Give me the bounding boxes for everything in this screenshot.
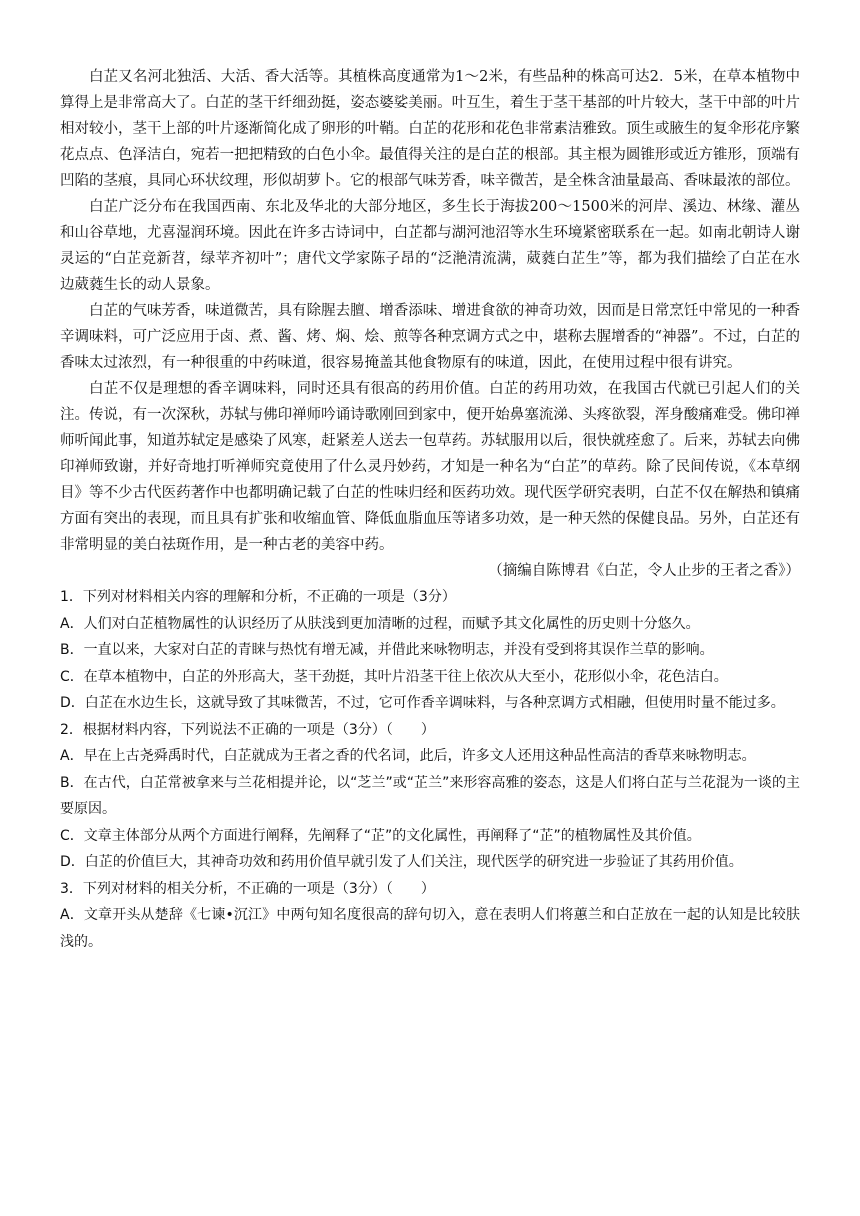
article-source: （摘编自陈博君《白芷，令人止步的王者之香》） xyxy=(488,563,800,579)
question-block-3 xyxy=(60,876,800,956)
question-3-option-a: A．文章开头从楚辞《七谏•沉江》中两句知名度很高的辞句切入，意在表明人们将蕙兰和白芷放在一起的认知是比较肤浅的。 xyxy=(60,907,800,950)
article-body xyxy=(60,64,800,584)
question-1-option-d: D．白芷在水边生长，这就导致了其味微苦，不过，它可作香辛调味料，与各种烹调方式相融，但使用时量不能过多。 xyxy=(60,695,785,711)
question-2-option-c: C．文章主体部分从两个方面进行阐释，先阐释了“芷”的文化属性，再阐释了“芷”的植物属性及其价值。 xyxy=(60,827,701,844)
question-1-option-b: B．一直以来，大家对白芷的青睐与热忱有增无减，并借此来咏物明志，并没有受到将其误作兰草的影响。 xyxy=(60,642,714,658)
article-paragraph-2: 白芷广泛分布在我国西南、东北及华北的大部分地区，多生长于海拔200～1500米的河岸、溪边、林缘、灌丛和山谷草地，尤喜湿润环境。因此在许多古诗词中，白芷都与湖河池沼等水生环境紧密联系在一起。如南北朝诗人谢灵运的“白芷竞新苕，绿苹齐初叶”；唐代文学家陈子昂的“泛滟清流满，葳蕤白芷生”等，都为我们描绘了白芷在水边葳蕤生长的动人景象。 xyxy=(60,199,800,293)
question-block-1 xyxy=(60,584,800,717)
question-2-stem: 2．根据材料内容，下列说法不正确的一项是（3分）（ ） xyxy=(60,721,435,738)
question-2-option-b: B．在古代，白芷常被拿来与兰花相提并论，以“芝兰”或“芷兰”来形容高雅的姿态，这是人们将白芷与兰花混为一谈的主要原因。 xyxy=(60,774,800,817)
article-paragraph-1: 白芷又名河北独活、大活、香大活等。其植株高度通常为1～2米，有些品种的株高可达2．5米，在草本植物中算得上是非常高大了。白芷的茎干纤细劲挺，姿态婆娑美丽。叶互生，着生于茎干基部的叶片较大，茎干中部的叶片相对较小，茎干上部的叶片逐渐简化成了卵形的叶鞘。白芷的花形和花色非常素洁雅致。顶生或腋生的复伞形花序繁花点点、色泽洁白，宛若一把把精致的白色小伞。最值得关注的是白芷的根部。其主根为圆锥形或近方锥形，顶端有凹陷的茎痕，具同心环状纹理，形似胡萝卜。它的根部气味芳香，味辛微苦，是全株含油量最高、香味最浓的部位。 xyxy=(60,69,800,189)
question-1-option-a: A．人们对白芷植物属性的认识经历了从肤浅到更加清晰的过程，而赋予其文化属性的历史则十分悠久。 xyxy=(60,615,700,632)
article-paragraph-3: 白芷的气味芳香，味道微苦，具有除腥去膻、增香添味、增进食欲的神奇功效，因而是日常烹饪中常见的一种香辛调味料，可广泛应用于卤、煮、酱、烤、焖、烩、煎等各种烹调方式之中，堪称去腥增香的“神器”。不过，白芷的香味太过浓烈，有一种很重的中药味道，很容易掩盖其他食物原有的味道，因此，在使用过程中很有讲究。 xyxy=(60,303,800,371)
question-2-option-a: A．早在上古尧舜禹时代，白芷就成为王者之香的代名词，此后，许多文人还用这种品性高洁的香草来咏物明志。 xyxy=(60,748,756,764)
article-paragraph-4: 白芷不仅是理想的香辛调味料，同时还具有很高的药用价值。白芷的药用功效，在我国古代就已引起人们的关注。传说，有一次深秋，苏轼与佛印禅师吟诵诗歌刚回到家中，便开始鼻塞流涕、头疼欲裂，浑身酸痛难受。佛印禅师听闻此事，知道苏轼定是感染了风寒，赶紧差人送去一包草药。苏轼服用以后，很快就痊愈了。后来，苏轼去向佛印禅师致谢，并好奇地打听禅师究竟使用了什么灵丹妙药，才知是一种名为“白芷”的草药。除了民间传说，《本草纲目》等不少古代医药著作中也都明确记载了白芷的性味归经和医药功效。现代医学研究表明，白芷不仅在解热和镇痛方面有突出的表现，而且具有扩张和收缩血管、降低血脂血压等诸多功效，是一种天然的保健良品。另外，白芷还有非常明显的美白祛斑作用，是一种古老的美容中药。 xyxy=(60,381,800,553)
question-2-option-d: D．白芷的价值巨大，其神奇功效和药用价值早就引发了人们关注，现代医学的研究进一步验证了其药用价值。 xyxy=(60,854,743,870)
question-3-stem: 3．下列对材料的相关分析，不正确的一项是（3分）（ ） xyxy=(60,880,435,897)
question-1-stem: 1．下列对材料相关内容的理解和分析，不正确的一项是（3分） xyxy=(60,589,456,605)
question-1-option-c: C．在草本植物中，白芷的外形高大，茎干劲挺，其叶片沿茎干往上依次从大至小，花形似小伞，花色洁白。 xyxy=(60,668,728,685)
question-block-2 xyxy=(60,717,800,876)
